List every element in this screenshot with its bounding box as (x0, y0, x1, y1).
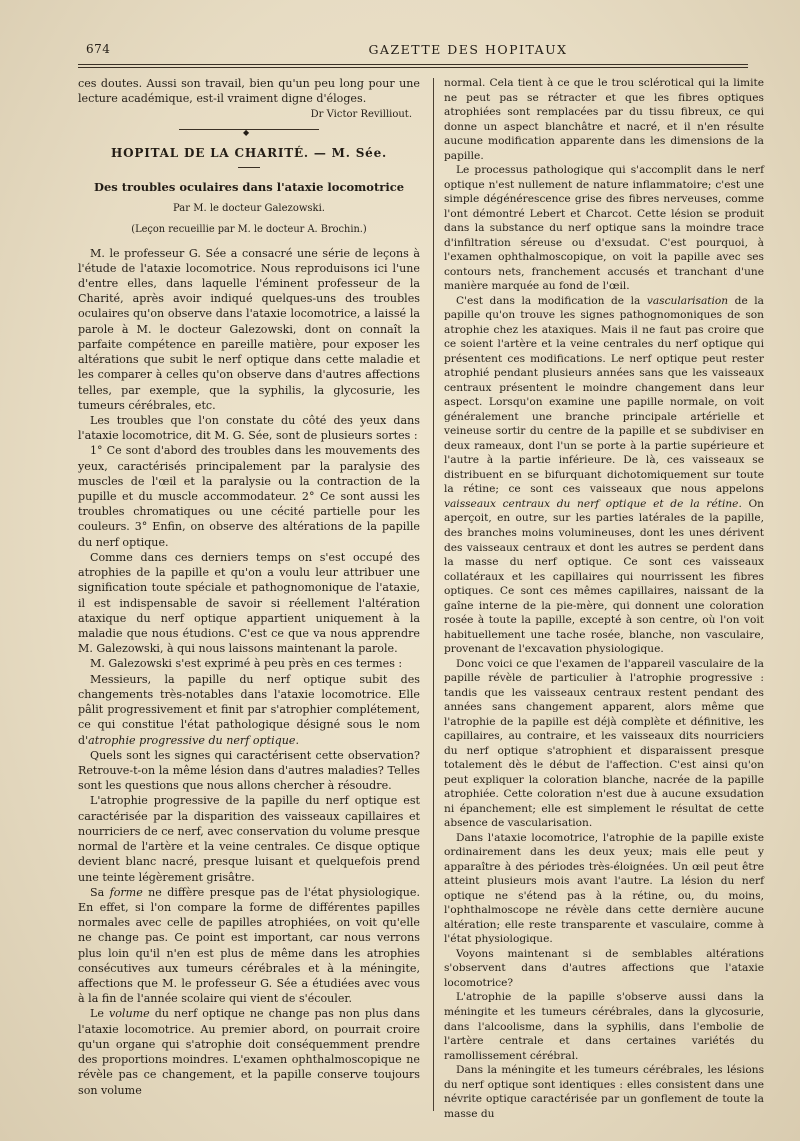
journal-title: GAZETTE DES HOPITAUX (368, 42, 568, 57)
text-run: C'est dans la modification de la (456, 294, 647, 307)
paragraph: Quels sont les signes qui caractérisent cette observation? Retrouve-t-on la même lésion dans d'autres maladies? Telles sont les questions que nous allons chercher à résoudre. (78, 748, 420, 793)
paragraph: 1° Ce sont d'abord des troubles dans les mouvements des yeux, caractérisés principalement par la paralysie des muscles de l'œil et la paralysie ou la contraction de la pupille et du muscle accommodateur. 2° Ce sont aussi les troubles chromatiques ou une cécité partielle pour les couleurs. 3° Enfin, on observe des altérations de la papille du nerf optique. (78, 444, 420, 549)
header-rule (78, 64, 748, 68)
emphasis-text: vascularisation (646, 294, 729, 307)
ornament-divider (179, 129, 319, 136)
diamond-ornament-icon: ◆ (243, 127, 250, 137)
text-run: de la papille qu'on trouve les signes pathognomoniques de son atrophie chez les ataxiques. Mais il ne faut pas croire que ce soient l'artère et la veine centrales du nerf optique qui présentent ces modifications. Le nerf optique peut rester atrophié pendant plusieurs années sans que les vaisseaux centraux présentent le moindre changement dans leur aspect. Lorsqu'on examine une papille normale, on voit généralement une branche principale artérielle et veineuse sortir du centre de la papille et se subdiviser en deux rameaux, dont l'un se porte à la partie supérieure et l'autre à la partie inférieure. De là, ces vaisseaux se distribuent en se bifurquant dichotomiquement sur toute la rétine; ce sont ces vaisseaux que nous appelons (444, 294, 764, 496)
page-number: 674 (86, 42, 111, 56)
paragraph: L'atrophie de la papille s'observe aussi dans la méningite et les tumeurs cérébrales, dans la glycosurie, dans l'alcoolisme, dans la syphilis, dans l'embolie de l'artère centrale et dans certaines variétés du ramollissement cérébral. (444, 991, 764, 1062)
text-run: Sa (90, 885, 110, 899)
text-run: du nerf optique ne change pas non plus dans l'ataxie locomotrice. Au premier abord, on pourrait croire qu'un organe qui s'atrophie doit conséquemment prendre des proportions moindres. L'examen ophthalmoscopique ne révèle pas ce changement, et la papille conserve toujours son volume (78, 1007, 420, 1097)
paragraph: normal. Cela tient à ce que le trou sclérotical qui la limite ne peut pas se rétracter et que les fibres optiques atrophiées sont remplacées par du tissu fibreux, ce qui donne un aspect blanchâtre et nacré, et il n'en résulte aucune modification apparente dans les dimensions de la papille. (444, 77, 764, 162)
text-run: . (295, 733, 299, 747)
article-title: Des troubles oculaires dans l'ataxie locomotrice (93, 179, 405, 194)
paragraph: Dans l'ataxie locomotrice, l'atrophie de la papille existe ordinairement dans les deux yeux; mais elle peut y apparaître à des périodes très-éloignées. Un œil peut être atteint plusieurs mois avant l'autre. La lésion du nerf optique ne s'étend pas à la rétine, ou, du moins, l'ophthalmoscope ne révèle dans cette dernière aucune altération; elle reste transparente et vasculaire, comme à l'état physiologique. (444, 831, 764, 946)
text-run: Le (90, 1007, 109, 1021)
author-signature: Dr Victor Revilliout. (310, 109, 412, 121)
emphasis-text: vaisseaux centraux du nerf optique et de la rétine (444, 497, 739, 510)
paragraph: Les troubles que l'on constate du côté des yeux dans l'ataxie locomotrice, dit M. G. Sée, sont de plusieurs sortes : (78, 413, 420, 443)
paragraph (78, 1006, 420, 1097)
column-divider (433, 78, 434, 1111)
paragraph: M. Galezowski s'est exprimé à peu près en ces termes : (90, 657, 403, 671)
paragraph: Voyons maintenant si de semblables altérations s'observent dans d'autres affections que l'ataxie locomotrice? (444, 947, 764, 989)
intro-paragraph: ces doutes. Aussi son travail, bien qu'un peu long pour une lecture académique, est-il vraiment digne d'éloges. (78, 77, 420, 106)
article-credit: (Leçon recueillie par M. le docteur A. Brochin.) (131, 224, 367, 236)
short-rule (238, 167, 260, 168)
right-column (444, 76, 764, 1121)
paragraph: L'atrophie progressive de la papille du nerf optique est caractérisée par la disparition des vaisseaux capillaires et nourriciers de ce nerf, avec conservation du volume presque normal de l'artère et la veine centrales. Ce disque optique devient blanc nacré, presque luisant et quelquefois prend une teinte légèrement grisâtre. (78, 794, 420, 884)
left-column (78, 76, 420, 1098)
paragraph: Le processus pathologique qui s'accomplit dans le nerf optique n'est nullement de nature inflammatoire; c'est une simple dégénérescence grise des fibres nerveuses, comme l'ont démontré Lebert et Charcot. Cette lésion se produit dans la substance du nerf optique sans la moindre trace d'infiltration séreuse ou d'exsudat. C'est pourquoi, à l'examen ophthalmoscopique, on voit la papille avec ses contours nets, franchement accusés et tranchant d'une manière marquée au fond de l'œil. (444, 164, 764, 293)
section-heading: HOPITAL DE LA CHARITÉ. — M. Sée. (110, 145, 388, 160)
paragraph (78, 672, 420, 748)
paragraph (444, 294, 764, 657)
paragraph: Dans la méningite et les tumeurs cérébrales, les lésions du nerf optique sont identiques : elles consistent dans une névrite optique caractérisée par un gonflement de toute la masse du (444, 1064, 764, 1120)
emphasis-text: volume (108, 1007, 150, 1021)
paragraph: Donc voici ce que l'examen de l'appareil vasculaire de la papille révèle de particulier à l'atrophie progressive : tandis que les vaisseaux centraux restent pendant des années sans changement apparent, alors même que l'atrophie de la papille est déjà complète et définitive, les capillaires, au contraire, et les vaisseaux dits nourriciers du nerf optique s'atrophient et disparaissent presque totalement dès le début de l'affection. C'est ainsi qu'on peut expliquer la coloration blanche, nacrée de la papille atrophiée. Cette coloration n'est due à aucune exsudation ni épanchement; elle est simplement le résultat de cette absence de vascularisation. (444, 657, 764, 830)
text-run: . On aperçoit, en outre, sur les parties latérales de la papille, des branches moins volumineuses, dont les unes dérivent des vaisseaux centraux et dont les autres se perdent dans la masse du nerf optique. Ce sont ces vaisseaux collatéraux et les capillaires qui nourrissent les fibres optiques. Ce sont ces mêmes capillaires, naissant de la gaîne interne de la pie-mère, qui donnent une coloration rosée à toute la papille, excepté à son centre, où l'on voit habituellement une tache rosée, blanche, non vasculaire, provenant de l'excavation physiologique. (444, 497, 764, 656)
emphasis-text: atrophie progressive du nerf optique (88, 733, 296, 747)
paragraph: M. le professeur G. Sée a consacré une série de leçons à l'étude de l'ataxie locomotrice. Nous reproduisons ici l'une d'entre elles, dans laquelle l'éminent professeur de la Charité, après avoir indiqué quelques-uns des troubles oculaires qu'on observe dans l'ataxie locomotrice, a laissé la parole à M. le docteur Galezowski, dont on connaît la parfaite compétence en pareille matière, pour exposer les altérations que subit le nerf optique dans cette maladie et les comparer à celles qu'on observe dans d'autres affections telles, par exemple, que la syphilis, la glycosurie, les tumeurs cérébrales, etc. (78, 246, 420, 412)
article-byline: Par M. le docteur Galezowski. (173, 203, 325, 215)
text-run: Messieurs, la papille du nerf optique subit des changements très-notables dans l'ataxie locomotrice. Elle pâlit progressivement et finit par s'atrophier complétement, ce qui constitue l'état pathologique désigné sous le nom d' (78, 672, 420, 747)
text-run: ne diffère presque pas de l'état physiologique. En effet, si l'on compare la forme de différentes papilles normales avec celle de papilles atrophiées, on voit qu'elle ne change pas. Ce point est important, car nous verrons plus loin qu'il n'en est plus de même dans les atrophies consécutives aux tumeurs cérébrales et à la méningite, affections que M. le professeur G. Sée a étudiées avec vous à la fin de l'année scolaire qui vient de s'écouler. (78, 885, 420, 1006)
emphasis-text: forme (109, 885, 143, 899)
page-header (78, 40, 748, 62)
paragraph (78, 885, 420, 1007)
paragraph: Comme dans ces derniers temps on s'est occupé des atrophies de la papille et qu'on a voulu leur attribuer une signification toute spéciale et pathognomonique de l'ataxie, il est indispensable de savoir si réellement l'altération ataxique du nerf optique appartient uniquement à la maladie que nous étudions. C'est ce que va nous apprendre M. Galezowski, à qui nous laissons maintenant la parole. (78, 550, 420, 656)
